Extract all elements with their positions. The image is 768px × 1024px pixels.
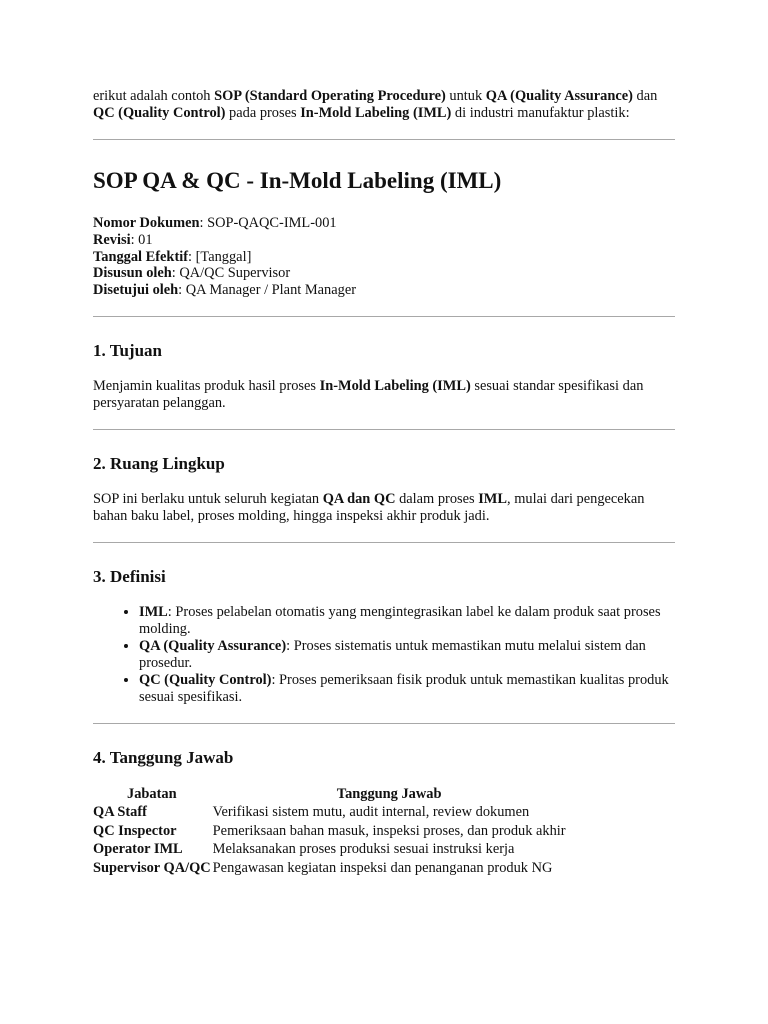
meta-label: Disusun oleh	[93, 265, 172, 282]
meta-row	[93, 249, 675, 266]
intro-text: erikut adalah contoh	[93, 88, 215, 104]
section-heading-tanggung-jawab: 4. Tanggung Jawab	[93, 747, 234, 767]
intro-bold-qc: QC (Quality Control)	[93, 105, 226, 121]
tujuan-bold: In-Mold Labeling (IML)	[319, 377, 471, 394]
tujuan-paragraph	[93, 378, 675, 412]
ruang-bold: QA dan QC	[322, 490, 396, 507]
table-cell-role: QC Inspector	[93, 822, 177, 839]
definisi-desc: : Proses sistematis untuk memastikan mutu melalui sistem dan prosedur.	[139, 637, 646, 671]
section-heading-definisi: 3. Definisi	[93, 566, 166, 586]
table-cell-duty: Melaksanakan proses produksi sesuai instruksi kerja	[212, 841, 515, 858]
meta-value: : QA/QC Supervisor	[171, 265, 291, 282]
intro-text: di industri manufaktur plastik:	[451, 105, 630, 121]
intro-text: dan	[632, 88, 658, 104]
meta-label: Disetujui oleh	[93, 282, 179, 299]
table-header-row	[93, 785, 568, 804]
divider	[93, 139, 675, 140]
table-cell-role: Supervisor QA/QC	[93, 859, 211, 876]
table-cell-role: Operator IML	[93, 841, 183, 858]
intro-paragraph	[93, 88, 675, 122]
meta-value: : 01	[130, 231, 153, 248]
table-row	[93, 822, 568, 841]
document-title: SOP QA & QC - In-Mold Labeling (IML)	[93, 168, 502, 193]
meta-label: Revisi	[93, 231, 131, 248]
column-header-jabatan: Jabatan	[127, 785, 177, 802]
ruang-text: dalam proses	[395, 490, 479, 507]
table-cell-duty: Verifikasi sistem mutu, audit internal, review dokumen	[212, 804, 530, 821]
ruang-text: , mulai dari pengecekan bahan baku label, proses molding, hingga inspeksi akhir produk jadi.	[93, 490, 645, 524]
list-item	[139, 638, 675, 672]
meta-value: : QA Manager / Plant Manager	[178, 282, 356, 299]
section-heading-tujuan: 1. Tujuan	[93, 340, 162, 360]
meta-label: Tanggal Efektif	[93, 248, 189, 265]
intro-bold-qa: QA (Quality Assurance)	[485, 88, 633, 104]
column-header-tanggung-jawab: Tanggung Jawab	[336, 785, 442, 802]
table-row	[93, 859, 568, 878]
meta-value: : [Tanggal]	[188, 248, 252, 265]
definisi-list	[93, 604, 675, 706]
divider	[93, 723, 675, 724]
document-meta	[93, 215, 675, 299]
tujuan-text: Menjamin kualitas produk hasil proses	[93, 377, 320, 394]
definisi-term: IML	[139, 603, 168, 620]
intro-bold-sop: SOP (Standard Operating Procedure)	[214, 88, 446, 104]
list-item	[139, 672, 675, 706]
meta-row	[93, 215, 675, 232]
meta-label: Nomor Dokumen	[93, 215, 200, 231]
table-cell-role: QA Staff	[93, 804, 147, 821]
intro-text: untuk	[445, 88, 486, 104]
intro-bold-iml: In-Mold Labeling (IML)	[300, 105, 452, 121]
table-cell-duty: Pemeriksaan bahan masuk, inspeksi proses, dan produk akhir	[212, 822, 566, 839]
divider	[93, 316, 675, 317]
definisi-desc: : Proses pelabelan otomatis yang mengintegrasikan label ke dalam produk saat proses molding.	[139, 603, 661, 637]
tujuan-text: sesuai standar spesifikasi dan persyaratan pelanggan.	[93, 377, 644, 411]
table-row	[93, 840, 568, 859]
intro-text: pada proses	[225, 105, 301, 121]
ruang-text: SOP ini berlaku untuk seluruh kegiatan	[93, 490, 323, 507]
responsibility-table	[93, 785, 568, 878]
definisi-desc: : Proses pemeriksaan fisik produk untuk memastikan kualitas produk sesuai spesifikasi.	[139, 671, 669, 705]
ruang-bold: IML	[478, 490, 507, 507]
definisi-term: QA (Quality Assurance)	[139, 637, 287, 654]
meta-value: : SOP-QAQC-IML-001	[199, 215, 337, 231]
meta-row	[93, 265, 675, 282]
table-row	[93, 803, 568, 822]
table-cell-duty: Pengawasan kegiatan inspeksi dan penanganan produk NG	[212, 859, 553, 876]
definisi-term: QC (Quality Control)	[139, 671, 272, 688]
divider	[93, 429, 675, 430]
ruang-lingkup-paragraph	[93, 491, 675, 525]
section-heading-ruang-lingkup: 2. Ruang Lingkup	[93, 453, 225, 473]
meta-row	[93, 232, 675, 249]
meta-row	[93, 282, 675, 299]
divider	[93, 542, 675, 543]
list-item	[139, 604, 675, 638]
